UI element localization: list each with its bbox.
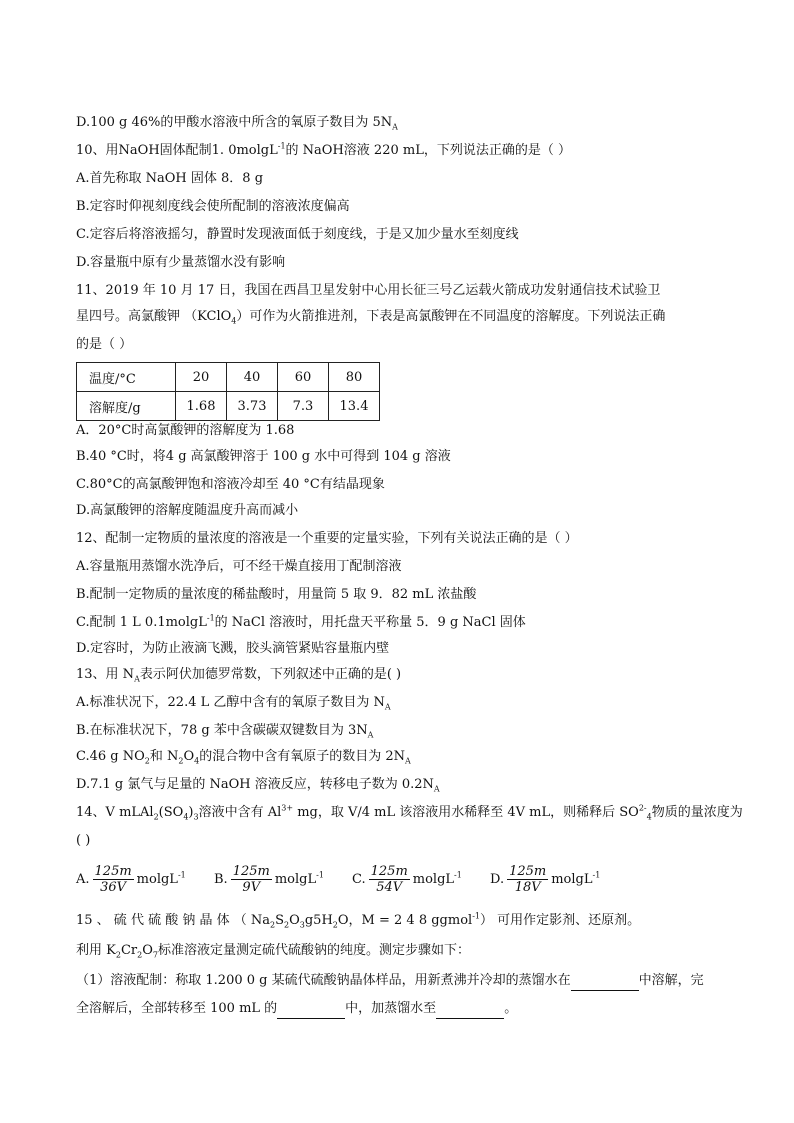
q11-option-d: D.高氯酸钾的溶解度随温度升高而减小 <box>76 503 299 518</box>
q13-option-d: D.7.1 g 氯气与足量的 NaOH 溶液反应，转移电子数为 $0.2N_A$ <box>76 777 440 794</box>
table-cell: 80 <box>329 363 380 392</box>
table-row <box>77 392 380 421</box>
fraction: $\frac{125m}{54V}$ <box>370 864 408 895</box>
fraction: $\frac{125m}{36V}$ <box>94 864 132 895</box>
fraction: $\frac{125m}{9V}$ <box>232 864 270 895</box>
q15-step1-line2: 全溶解后，全部转移至 100 mL 的 中，加蒸馏水至 。 <box>76 1000 517 1019</box>
q14-option-d: D. $\frac{125m}{18V}$ molgL$^{-1}$ <box>490 864 601 895</box>
q10-option-b: B.定容时仰视刻度线会使所配制的溶液浓度偏高 <box>76 199 350 214</box>
table-cell: 20 <box>176 363 227 392</box>
q14-option-a: A. $\frac{125m}{36V}$ molgL$^{-1}$ <box>76 864 186 895</box>
q12-option-a: A.容量瓶用蒸馏水洗净后，可不经干燥直接用丁配制溶液 <box>76 559 402 574</box>
q10-option-a: A.首先称取 NaOH 固体 8．8 g <box>76 171 264 186</box>
q12-option-b: B.配制一定物质的量浓度的稀盐酸时，用量筒 5 取 9．82 mL 浓盐酸 <box>76 587 477 602</box>
q10-stem: 10、用NaOH固体配制1. 0molgL$^{-1}$的 NaOH溶液 220 mL，下列说法正确的是（ ） <box>76 141 571 158</box>
q11-option-b: B.40 °C时，将4 g 高氯酸钾溶于 100 g 水中可得到 104 g 溶液 <box>76 449 451 464</box>
q14-stem: 14、V $mLAl_2(SO_4)_3$溶液中含有 $Al^{3+}$ mg，取 V/4 mL 该溶液用水稀释至 4V mL，则稀释后 $SO^{2-}_4$物质的量浓度为 <box>76 803 743 822</box>
q9-option-d: D.100 g 46%的甲酸水溶液中所含的氧原子数目为 $5N_A$ <box>76 115 398 132</box>
table-cell: 温度/°C <box>77 363 176 392</box>
q11-option-a: A．20°C时高氯酸钾的溶解度为 1.68 <box>76 423 295 438</box>
q13-option-c: C.46 g $NO_2$和 $N_2O_4$的混合物中含有氧原子的数目为 $2N_A$ <box>76 749 411 766</box>
q12-stem: 12、配制一定物质的量浓度的溶液是一个重要的定量实验，下列有关说法正确的是（ ） <box>76 531 578 546</box>
q10-option-d: D.容量瓶中原有少量蒸馏水没有影响 <box>76 255 286 270</box>
answer-blank[interactable] <box>277 1000 345 1019</box>
table-cell: 溶解度/g <box>77 392 176 421</box>
table-cell: 1.68 <box>176 392 227 421</box>
table-cell: 3.73 <box>227 392 278 421</box>
q11-stem-line1: 11、2019 年 10 月 17 日，我国在西昌卫星发射中心用长征三号乙运载火箭成功发射通信技术试验卫 <box>76 283 661 298</box>
q14-option-c: C. $\frac{125m}{54V}$ molgL$^{-1}$ <box>352 864 462 895</box>
answer-blank[interactable] <box>571 972 639 991</box>
q13-option-b: B.在标准状况下，78 g 苯中含碳碳双键数目为 $3N_A$ <box>76 723 374 740</box>
q14-option-b: B. $\frac{125m}{9V}$ molgL$^{-1}$ <box>214 864 324 895</box>
answer-blank[interactable] <box>436 1000 504 1019</box>
q11-stem-line2: 星四号。高氯酸钾 （KClO$_4$）可作为火箭推进剂，下表是高氯酸钾在不同温度的溶解度。下列说法正确 <box>76 309 666 326</box>
q14-answer-paren: ( ) <box>76 833 91 848</box>
q13-option-a: A.标准状况下，22.4 L 乙醇中含有的氧原子数目为 $N_A$ <box>76 695 391 712</box>
solubility-table <box>76 362 380 421</box>
q12-option-d: D.定容时，为防止液滴飞溅，胶头滴管紧贴容量瓶内壁 <box>76 641 390 656</box>
fraction: $\frac{125m}{18V}$ <box>509 864 547 895</box>
table-cell: 7.3 <box>278 392 329 421</box>
q10-option-c: C.定容后将溶液摇匀，静置时发现液面低于刻度线，于是又加少量水至刻度线 <box>76 227 519 242</box>
q15-stem-line2: 利用 $K_2Cr_2O_7$标准溶液定量测定硫代硫酸钠的纯度。测定步骤如下： <box>76 943 470 960</box>
q11-stem-line3: 的是（ ） <box>76 337 133 352</box>
q11-option-c: C.80°C的高氯酸钾饱和溶液冷却至 40 °C有结晶现象 <box>76 477 385 492</box>
table-cell: 13.4 <box>329 392 380 421</box>
q15-step1-line1: （1）溶液配制：称取 1.200 0 g 某硫代硫酸钠晶体样品，用新煮沸并冷却的蒸馏水在 中溶解，完 <box>76 972 704 991</box>
table-row <box>77 363 380 392</box>
table-cell: 40 <box>227 363 278 392</box>
q12-option-c: C.配制 1 L 0.1molgL$^{-1}$的 NaCl 溶液时，用托盘天平称量 5．9 g NaCl 固体 <box>76 613 526 630</box>
table-cell: 60 <box>278 363 329 392</box>
q15-stem-line1: 15 、 硫 代 硫 酸 钠 晶 体 （ $Na_2S_2O_3g5H_2O$，M = 2 4 8 ggmol$^{-1}$） 可用作定影剂、还原剂。 <box>76 911 641 930</box>
q13-stem: 13、用 $N_A$表示阿伏加德罗常数，下列叙述中正确的是( ) <box>76 667 402 684</box>
